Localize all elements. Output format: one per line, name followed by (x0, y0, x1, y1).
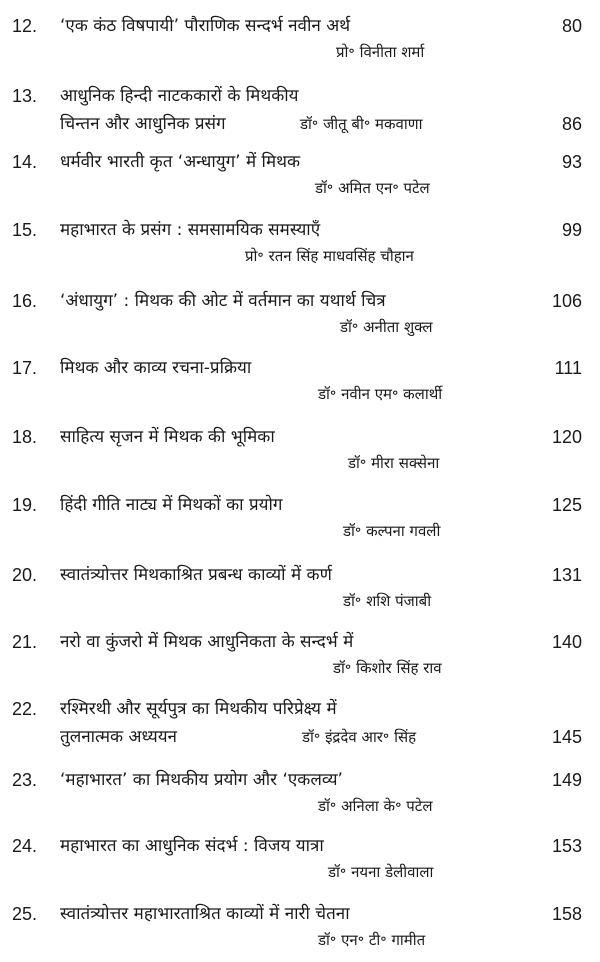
entry-number: 12. (12, 16, 38, 36)
entry-number: 18. (12, 427, 38, 447)
entry-title-line-2: तुलनात्मक अध्ययन (60, 727, 177, 747)
entry-title: नरो वा कुंजरो में मिथक आधुनिकता के सन्दर्भ में (60, 632, 354, 652)
entry-title-line-1: रश्मिरथी और सूर्यपुत्र का मिथकीय परिप्रेक्ष्य में (60, 699, 337, 719)
entry-title: धर्मवीर भारती कृत ‘अन्धायुग’ में मिथक (60, 152, 301, 172)
entry-number: 25. (12, 904, 38, 924)
entry-page: 153 (551, 836, 582, 856)
entry-page: 111 (554, 358, 582, 378)
entry-page: 131 (551, 565, 582, 585)
entry-number: 21. (12, 632, 38, 652)
entry-author: प्रो॰ विनीता शर्मा (336, 43, 425, 61)
entry-title: महाभारत के प्रसंग : समसामयिक समस्याएँ (60, 220, 321, 240)
entry-author: डॉ॰ अमित एन॰ पटेल (315, 179, 430, 197)
entry-page: 99 (561, 220, 582, 240)
entry-number: 14. (12, 152, 38, 172)
entry-page: 93 (561, 152, 582, 172)
entry-page: 125 (551, 495, 582, 515)
entry-title: स्वातंत्र्योत्तर मिथकाश्रित प्रबन्ध काव्यों में कर्ण (60, 565, 332, 585)
entry-title: ‘एक कंठ विषपायी’ पौराणिक सन्दर्भ नवीन अर्थ (60, 16, 351, 36)
entry-author: डॉ॰ किशोर सिंह राव (333, 659, 442, 677)
entry-title-line-1: आधुनिक हिन्दी नाटककारों के मिथकीय (60, 86, 299, 106)
entry-title: स्वातंत्र्योत्तर महाभारताश्रित काव्यों में नारी चेतना (60, 904, 350, 924)
entry-page: 145 (551, 727, 582, 747)
entry-title: साहित्य सृजन में मिथक की भूमिका (60, 427, 275, 447)
entry-page: 149 (551, 770, 582, 790)
entry-title-line-2: चिन्तन और आधुनिक प्रसंग (60, 114, 226, 134)
entry-author: प्रो॰ रतन सिंह माधवसिंह चौहान (245, 247, 414, 265)
entry-page: 80 (561, 16, 582, 36)
entry-author: डॉ॰ एन॰ टी॰ गामीत (318, 931, 426, 949)
entry-number: 13. (12, 86, 38, 106)
entry-page: 158 (551, 904, 582, 924)
entry-author: डॉ॰ इंद्रदेव आर॰ सिंह (302, 728, 417, 746)
entry-author: डॉ॰ नवीन एम॰ कलार्थी (318, 385, 443, 403)
entry-number: 24. (12, 836, 38, 856)
entry-author: डॉ॰ शशि पंजाबी (343, 592, 432, 610)
entry-page: 120 (551, 427, 582, 447)
entry-number: 16. (12, 291, 38, 311)
entry-number: 22. (12, 699, 38, 719)
entry-number: 17. (12, 358, 38, 378)
entry-author: डॉ॰ मीरा सक्सेना (348, 454, 440, 472)
entry-page: 106 (551, 291, 582, 311)
entry-page: 140 (551, 632, 582, 652)
entry-author: डॉ॰ अनिला के॰ पटेल (318, 797, 433, 815)
entry-number: 19. (12, 495, 38, 515)
entry-author: डॉ॰ कल्पना गवली (343, 522, 441, 540)
entry-title: हिंदी गीति नाट्य में मिथकों का प्रयोग (60, 495, 283, 515)
entry-author: डॉ॰ जीतू बी॰ मकवाणा (300, 115, 423, 133)
entry-number: 20. (12, 565, 38, 585)
entry-title: महाभारत का आधुनिक संदर्भ : विजय यात्रा (60, 836, 324, 856)
entry-number: 23. (12, 770, 38, 790)
entry-title: मिथक और काव्य रचना-प्रक्रिया (60, 358, 252, 378)
entry-author: डॉ॰ नयना डेलीवाला (328, 863, 434, 881)
entry-title: ‘अंधायुग’ : मिथक की ओट में वर्तमान का यथार्थ चित्र (60, 291, 386, 311)
entry-author: डॉ॰ अनीता शुक्ल (340, 318, 433, 336)
entry-number: 15. (12, 220, 38, 240)
entry-page: 86 (561, 114, 582, 134)
entry-title: ‘महाभारत’ का मिथकीय प्रयोग और ‘एकलव्य’ (60, 770, 343, 790)
